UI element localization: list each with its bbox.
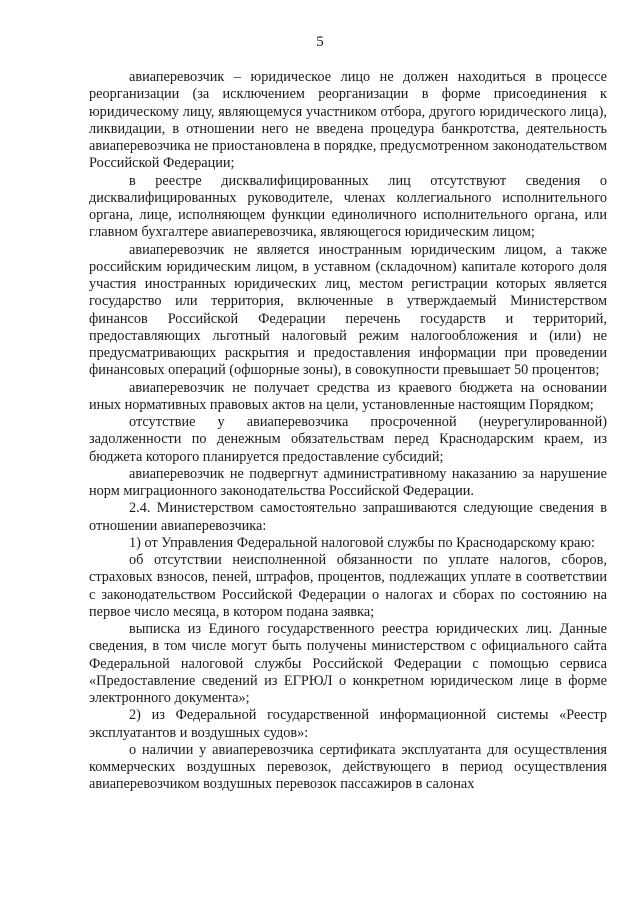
paragraph-section-2-4: 2.4. Министерством самостоятельно запрашиваются следующие сведения в отношении авиаперевозчика: <box>89 500 607 534</box>
paragraph-disqualified-persons: в реестре дисквалифицированных лиц отсутствуют сведения о дисквалифицированных руководителе, членах коллегиального исполнительного органа, лице, исполняющем функции единоличного исполнительного органа, или главном бухгалтере авиаперевозчика, являющегося юридическим лицом; <box>89 172 607 241</box>
paragraph-reorganization: авиаперевозчик – юридическое лицо не должен находиться в процессе реорганизации (за исключением реорганизации в форме присоединения к юридическому лицу, являющемуся участником отбора, другого юридического лица), ликвидации, в отношении него не введена процедура банкротства, деятельность авиаперевозчика не приостановлена в порядке, предусмотренном законодательством Российской Федерации; <box>89 69 607 172</box>
paragraph-overdue-debt: отсутствие у авиаперевозчика просроченной (неурегулированной) задолженности по денежным обязательствам перед Краснодарским краем, из бюджета которого планируется предоставление субсидий; <box>89 414 607 465</box>
paragraph-item-1-tax-service: 1) от Управления Федеральной налоговой службы по Краснодарскому краю: <box>129 534 596 551</box>
paragraph-foreign-entity: авиаперевозчик не является иностранным юридическим лицом, а также российским юридическим лицом, в уставном (складочном) капитале которого доля участия иностранных юридических лиц, местом регистрации которых является государство или территория, включенные в утверждаемый Министерством финансов Российской Федерации перечень государств и территорий, предоставляющих льготный налоговый режим налогообложения и (или) не предусматривающих раскрытия и предоставления информации при проведении финансовых операций (офшорные зоны), в совокупности превышает 50 процентов; <box>89 241 607 379</box>
paragraph-migration-law: авиаперевозчик не подвергнут административному наказанию за нарушение норм миграционного законодательства Российской Федерации. <box>89 465 607 499</box>
document-body <box>89 69 607 794</box>
page-number: 5 <box>316 34 324 50</box>
paragraph-tax-obligations: об отсутствии неисполненной обязанности по уплате налогов, сборов, страховых взносов, пеней, штрафов, процентов, подлежащих уплате в соответствии с законодательством Российской Федерации о налогах и сборах по состоянию на первое число месяца, в котором подана заявка; <box>89 552 607 620</box>
paragraph-item-2-registry: 2) из Федеральной государственной информационной системы «Реестр эксплуатантов и воздушных судов»: <box>89 707 607 741</box>
paragraph-operator-certificate: о наличии у авиаперевозчика сертификата эксплуатанта для осуществления коммерческих воздушных перевозок, действующего в период осуществления авиаперевозчиком воздушных перевозок пассажиров в салонах <box>89 741 607 793</box>
paragraph-egrul-extract: выписка из Единого государственного реестра юридических лиц. Данные сведения, в том числе могут быть получены министерством с официального сайта Федеральной налоговой службы Российской Федерации с помощью сервиса «Предоставление сведений из ЕГРЮЛ о конкретном юридическом лице в форме электронного документа»; <box>89 621 607 706</box>
paragraph-regional-budget: авиаперевозчик не получает средства из краевого бюджета на основании иных нормативных правовых актов на цели, установленные настоящим Порядком; <box>89 379 607 413</box>
